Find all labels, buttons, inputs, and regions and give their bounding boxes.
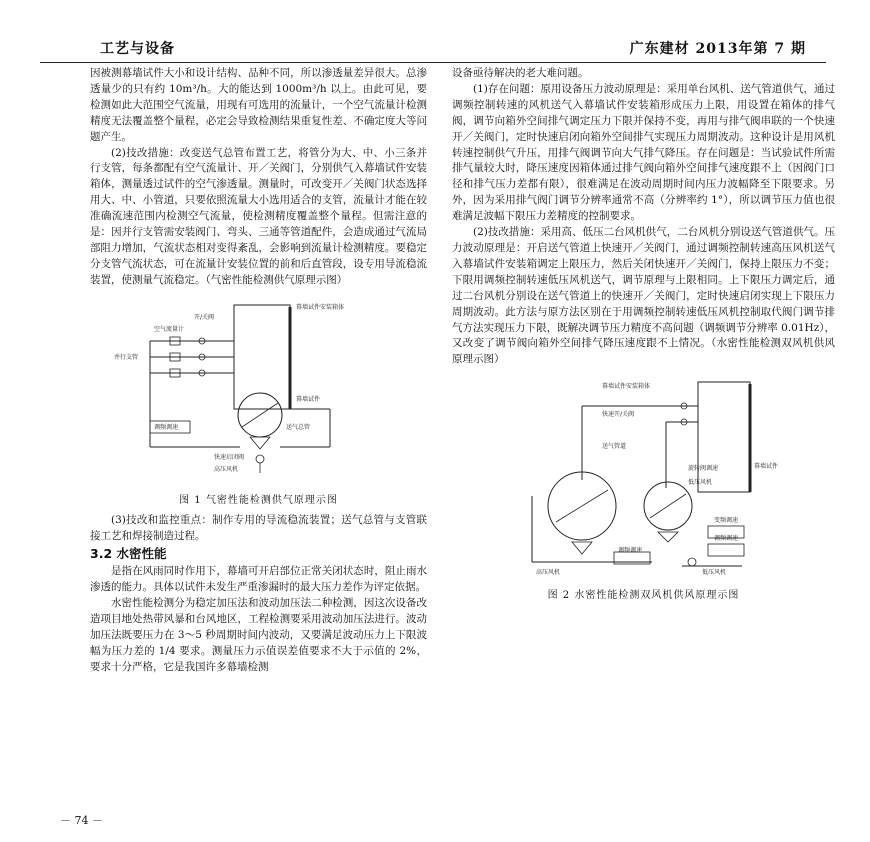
paragraph: (2)技改措施：改变送气总管布置工艺，将管分为大、中、小三条并行支管，每条都配有空气流量计、开／关阀门，分别供气入幕墙试件安装箱体，测量透过试件的空气渗透量。测量时，可改变开／关阀门状态选择用大、中、小管道，只要依照流量大小选用适合的支管，流量计才能在较准确流速范围内检测空气流量，使检测精度覆盖整个量程。但需注意的是：因并行支管需安装阀门、弯头、三通等管道配件，会造成通过气流局部阻力增加，气流状态相对变得紊乱，会影响到流量计检测精度。要稳定分支管气流状态，可在流量计安装位置的前和后直管段，设专用导流稳流装置，使测量气流稳定。（气密性能检测供气原理示图） bbox=[90, 146, 427, 286]
fig2-label: 幕墙试件安装箱体 bbox=[602, 383, 651, 391]
fig1-label: 高压风机 bbox=[214, 465, 239, 473]
journal-issue: 广东建材 2013年第 7 期 bbox=[629, 41, 806, 57]
fig2-label: 旋转阀调速 bbox=[688, 465, 719, 473]
fig2-label: 送气管道 bbox=[602, 443, 627, 451]
fig1-label: 开/关阀 bbox=[194, 313, 215, 321]
fig1-label: 送气总管 bbox=[286, 423, 311, 431]
fig2-label: 低压风机 bbox=[702, 569, 727, 577]
figure-1 bbox=[90, 297, 427, 489]
paragraph: 是指在风雨同时作用下，幕墙可开启部位正常关闭状态时，阻止雨水渗透的能力。具体以试件未发生严重渗漏时的最大压力差作为评定依据。 bbox=[90, 565, 427, 594]
fig1-label: 并行支管 bbox=[114, 353, 139, 361]
figure-2-caption: 图 2 水密性能检测双风机供风原理示图 bbox=[547, 590, 740, 602]
fig2-label: 低压风机 bbox=[688, 479, 713, 487]
paragraph: (1)存在问题：原用设备压力波动原理是：采用单台风机、送气管道供气，通过调频控制转速的风机送气入幕墙试件安装箱形成压力上限，用设置在箱体的排气阀，调节向箱外空间排气调定压力下限并保持不变，再用与排气阀串联的一个快速开／关阀门，定时快速启闭向箱外空间排气实现压力周期波动。这种设计是用风机转速控制供气升压，用排气阀调节向大气排气降压。存在问题是：当试验试件所需排气量较大时，降压速度因箱体通过排气阀向箱外空间排气速度跟不上（因阀门口径和排气压力差都有限），很难满足在波动周期时间内压力波幅降至下限要求。另外，因为采用排气阀门调节分辨率通常不高（分辨率约 1°），所以调节压力值也很难满足波幅下限压力差精度的控制要求。 bbox=[452, 82, 835, 223]
right-column bbox=[452, 66, 835, 608]
fig2-label: 幕墙试件 bbox=[754, 463, 779, 471]
paragraph: (2)技改措施：采用高、低压二台风机供气，二台风机分别设送气管道供气。压力波动原理是：开启送气管道上快速开／关阀门，通过调频控制转速高压风机送气入幕墙试件安装箱调定上限压力，然后关闭快速开／关阀门，保持上限压力不变；下限用调频控制转速低压风机送气，调节原理与上限相同。上下限压力调定后，通过二台风机分别设在送气管道上的快速开／关阀门，定时快速启闭实现上下限压力周期波动。此方法与原方法区别在于用调频控制转速低压风机控制取代阀门调节排气方法实现压力下限，既解决调节压力精度不高问题（调频调节分辨率 0.01Hz），又改变了调节阀向箱外空间排气降压速度跟不上情况。（水密性能检测双风机供风原理示图） bbox=[452, 226, 835, 366]
page-number: － 74 － bbox=[60, 814, 103, 827]
fig1-label: 调频调速 bbox=[154, 423, 179, 431]
figure-1-diagram bbox=[90, 297, 427, 489]
fig2-label: 变频调速 bbox=[714, 517, 739, 525]
fig1-label: 空气流量计 bbox=[154, 325, 185, 333]
paragraph: 设备亟待解决的老大难问题。 bbox=[452, 67, 589, 79]
fig2-label: 快速开/关阀 bbox=[602, 411, 635, 419]
fig1-label: 幕墙试件 bbox=[296, 395, 321, 403]
paragraph: (3)技改和监控重点：制作专用的导流稳流装置；送气总管与支管联接工艺和焊接制造过程。 bbox=[90, 513, 427, 542]
paragraph: 水密性能检测分为稳定加压法和波动加压法二种检测，因这次设备改造项目地处热带风暴和台风地区，工程检测要采用波动加压法进行。波动加压法既要压力在 3～5 秒周期时间内波动，又要满足波动压力上下限波幅为压力差的 1/4 要求。测量压力示值误差值要求不大于示值的 2%，要求十分严格，它是我国许多幕墙检测 bbox=[90, 597, 427, 673]
figure-2-diagram bbox=[452, 376, 835, 584]
section-heading: 3.2 水密性能 bbox=[90, 546, 167, 562]
header-rule bbox=[40, 62, 826, 63]
fig2-label: 高压风机 bbox=[536, 569, 561, 577]
page-header bbox=[40, 38, 826, 62]
fig1-label: 幕墙试件安装箱体 bbox=[296, 303, 345, 311]
left-column bbox=[90, 66, 427, 676]
figure-2 bbox=[452, 376, 835, 584]
paragraph: 因被测幕墙试件大小和设计结构、品种不同，所以渗透量差异很大。总渗透量少的只有约 10m³/h。大的能达到 1000m³/h 以上。由此可见，要检测如此大范围空气流量，用现有可选用的流量计，一个空气流量计检测精度无法覆盖整个量程，必定会导致检测结果重复性差、不确定度大等问题产生。 bbox=[90, 67, 427, 143]
fig2-label: 调频调速 bbox=[618, 547, 643, 555]
figure-1-caption: 图 1 气密性能检测供气原理示图 bbox=[179, 494, 338, 506]
fig2-label: 调频调速 bbox=[714, 535, 739, 543]
journal-section: 工艺与设备 bbox=[100, 41, 175, 57]
fig1-label: 快速启闭阀 bbox=[214, 453, 245, 461]
